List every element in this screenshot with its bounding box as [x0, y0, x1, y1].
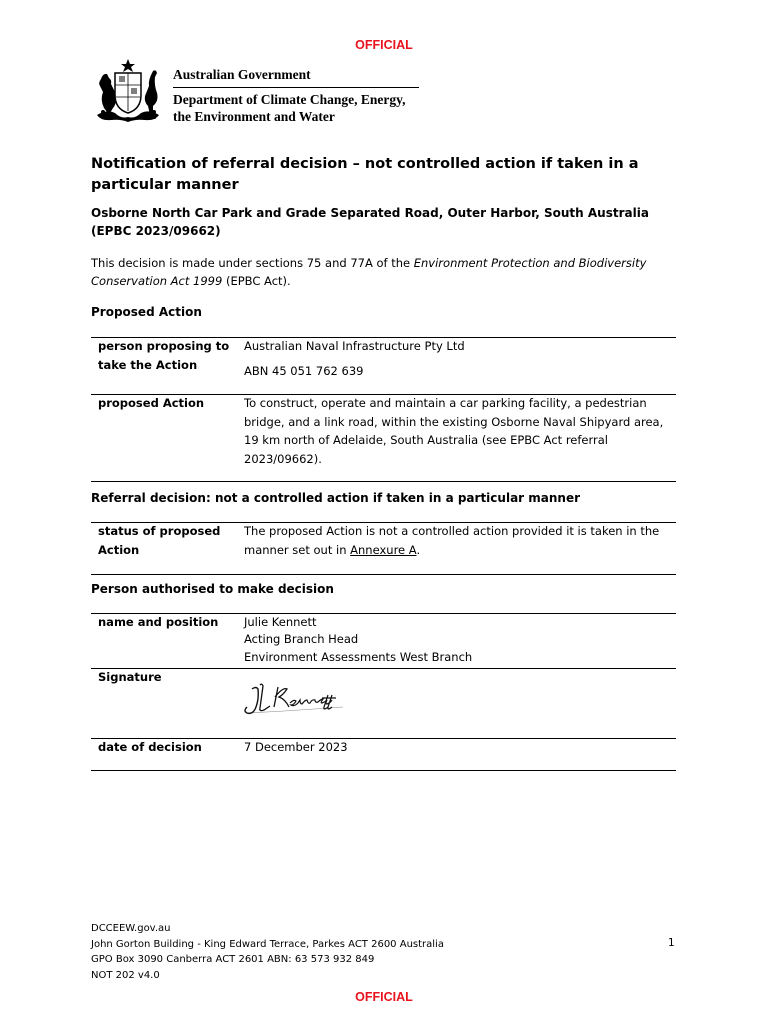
person-proposing-abn: ABN 45 051 762 639 [244, 364, 364, 378]
footer-postal: GPO Box 3090 Canberra ACT 2601 ABN: 63 573 932 849 [91, 954, 375, 965]
decision-maker-name: Julie Kennett [244, 615, 317, 629]
intro-prefix: This decision is made under sections 75 and 77A of the [91, 256, 414, 270]
authorised-person-heading: Person authorised to make decision [91, 582, 334, 596]
footer-address: John Gorton Building - King Edward Terrace, Parkes ACT 2600 Australia [91, 938, 444, 950]
date-of-decision-label: date of decision [98, 740, 202, 754]
status-text [244, 522, 669, 559]
coat-of-arms-icon [91, 57, 165, 125]
date-of-decision: 7 December 2023 [244, 740, 348, 754]
government-logo [91, 57, 421, 127]
logo-divider [173, 87, 419, 88]
intro-paragraph [91, 254, 681, 290]
status-prefix: The proposed Action is not a controlled action provided it is taken in the manner set out in [244, 524, 660, 557]
person-proposing-label: person proposing to take the Action [98, 339, 230, 372]
proposed-action-description: To construct, operate and maintain a car parking facility, a pedestrian bridge, and a link road, within the existing Osborne Naval Shipyard area, 19 km north of Adelaide, South Australia (see EPBC Act referral 2023/09662). [244, 396, 664, 466]
table-rule [91, 481, 676, 482]
department-name-line2: the Environment and Water [173, 109, 335, 124]
annexure-a-link[interactable]: Annexure A [350, 542, 417, 557]
department-name-line1: Department of Climate Change, Energy, [173, 92, 406, 107]
name-position-label: name and position [98, 615, 219, 629]
page-number: 1 [668, 937, 675, 949]
signature-image [238, 677, 363, 722]
document-subtitle: Osborne North Car Park and Grade Separated Road, Outer Harbor, South Australia (EPBC 2023/09662) [91, 206, 649, 238]
proposed-action-label: proposed Action [98, 396, 205, 410]
footer-form-code: NOT 202 v4.0 [91, 969, 160, 981]
person-proposing-name: Australian Naval Infrastructure Pty Ltd [244, 339, 465, 353]
act-name: Environment Protection and Biodiversity Conservation Act 1999 [91, 256, 647, 288]
classification-footer: OFFICIAL [355, 990, 413, 1004]
government-name: Australian Government [173, 67, 311, 82]
decision-maker-branch: Environment Assessments West Branch [244, 650, 473, 664]
intro-suffix: (EPBC Act). [222, 274, 291, 288]
status-suffix: . [416, 542, 421, 557]
table-rule [91, 574, 676, 575]
classification-header: OFFICIAL [355, 38, 413, 52]
status-label: status of proposed Action [98, 524, 221, 557]
signature-label: Signature [98, 670, 162, 684]
document-title: Notification of referral decision – not controlled action if taken in a particular manner [91, 156, 639, 193]
referral-decision-heading: Referral decision: not a controlled action if taken in a particular manner [91, 491, 581, 505]
decision-maker-position: Acting Branch Head [244, 631, 359, 646]
proposed-action-heading: Proposed Action [91, 305, 202, 319]
page-footer [91, 921, 444, 983]
footer-website[interactable]: DCCEEW.gov.au [91, 923, 171, 934]
table-rule [91, 770, 676, 771]
